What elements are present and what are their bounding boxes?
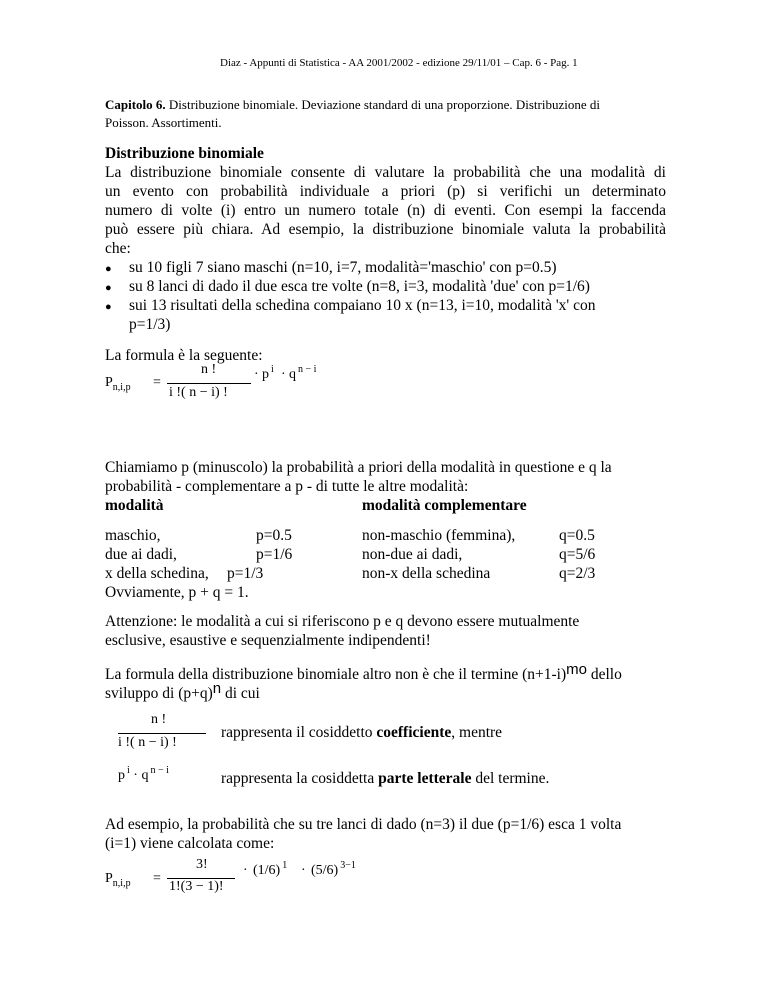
attention-line: esclusive, esaustive e sequenzialmente indipendenti! (105, 632, 431, 649)
table-row-left: x della schedina, (105, 565, 209, 582)
bullet-icon: ● (105, 282, 112, 294)
intro-line: che: (105, 240, 131, 257)
bullet-text: su 10 figli 7 siano maschi (n=10, i=7, modalità='maschio' con p=0.5) (129, 259, 557, 276)
coefficient-fraction (118, 712, 213, 752)
formula-numerator: 3! (196, 857, 208, 872)
formula-equals: = (153, 375, 161, 390)
fraction-bar (118, 733, 206, 734)
formula-dot: · (254, 367, 259, 382)
table-row-left: maschio, (105, 527, 161, 544)
formula-intro: La formula è la seguente: (105, 347, 263, 364)
formula-dot: · (281, 367, 286, 382)
table-head-right: modalità complementare (362, 497, 527, 514)
bullet-item (105, 258, 112, 279)
formula-factor1: (1/6) $^1$ (253, 860, 288, 878)
example-line: Ad esempio, la probabilità che su tre lanci di dado (n=3) il due (p=1/6) esca 1 volta (105, 816, 622, 833)
attention-line: Attenzione: le modalità a cui si riferiscono p e q devono essere mutualmente (105, 613, 580, 630)
intro-line: La distribuzione binomiale consente di valutare la probabilità che una modalità di (105, 164, 666, 181)
table-row-q: q=0.5 (559, 527, 595, 544)
table-row-p: p=1/6 (256, 546, 293, 563)
definition-line: Chiamiamo p (minuscolo) la probabilità a priori della modalità in questione e q la (105, 459, 612, 476)
term-line1: La formula della distribuzione binomiale altro non è che il termine (n+1-i)mo dello (105, 661, 622, 683)
bullet-icon: ● (105, 263, 112, 275)
chapter-label: Capitolo 6. (105, 97, 166, 112)
formula-equals: = (153, 871, 161, 886)
table-row-p: p=1/3 (227, 565, 264, 582)
table-row-q: q=2/3 (559, 565, 596, 582)
formula-denominator: i !( n − i) ! (169, 385, 228, 400)
bullet-text: su 8 lanci di dado il due esca tre volte (n=8, i=3, modalità 'due' con p=1/6) (129, 278, 590, 295)
bullet-icon: ● (105, 301, 112, 313)
formula-denominator: 1!(3 − 1)! (169, 879, 224, 894)
bullet-item (105, 277, 112, 298)
intro-line: numero di volte (i) entro un numero totale (n) di eventi. Con esempi la faccenda (105, 202, 666, 219)
intro-line: un evento con probabilità individuale a priori (p) si verifichi un determinato (105, 183, 666, 200)
bullet-text: sui 13 risultati della schedina compaiano 10 x (n=13, i=10, modalità 'x' con (129, 297, 596, 314)
formula-dot: · (301, 863, 306, 878)
formula-p: p $^i$ (262, 364, 274, 382)
literal-part: p $^i$ · q $^{n - i}$ (118, 765, 169, 783)
formula-example (105, 857, 356, 900)
chapter-heading (105, 97, 600, 113)
example-line: (i=1) viene calcolata come: (105, 835, 275, 852)
bullet-text-cont: p=1/3) (129, 316, 171, 333)
table-row-right: non-maschio (femmina), (362, 527, 516, 544)
bullet-item (105, 296, 112, 317)
section-title: Distribuzione binomiale (105, 145, 264, 162)
literal-text: rappresenta la cosiddetta parte letterale del termine. (221, 770, 550, 787)
coef-denominator: i !( n − i) ! (118, 735, 177, 750)
table-row-q: q=5/6 (559, 546, 596, 563)
formula-q: q $^{n - i}$ (289, 364, 317, 382)
table-row-left: due ai dadi, (105, 546, 177, 563)
chapter-title-line2: Poisson. Assortimenti. (105, 115, 222, 130)
formula-factor2: (5/6) $^{3-1}$ (311, 860, 356, 878)
formula-numerator: n ! (201, 362, 217, 377)
term-line2: sviluppo di (p+q)n di cui (105, 680, 260, 702)
table-footer: Ovviamente, p + q = 1. (105, 584, 249, 601)
formula-lhs: $P_{n,i,p}$ (105, 871, 131, 889)
formula-dot: · (243, 863, 248, 878)
table-head-left: modalità (105, 497, 164, 514)
coef-numerator: n ! (151, 712, 167, 727)
table-row-right: non-x della schedina (362, 565, 491, 582)
table-row-right: non-due ai dadi, (362, 546, 463, 563)
formula-binomial (105, 362, 345, 412)
table-row-p: p=0.5 (256, 527, 292, 544)
chapter-title-line1: Distribuzione binomiale. Deviazione standard di una proporzione. Distribuzione di (168, 97, 600, 112)
intro-line: può essere più chiara. Ad esempio, la distribuzione binomiale valuta la probabilità (105, 221, 666, 238)
definition-line: probabilità - complementare a p - di tutte le altre modalità: (105, 478, 469, 495)
formula-lhs: $P_{n,i,p}$ (105, 375, 131, 393)
coefficient-text: rappresenta il cosiddetto coefficiente, mentre (221, 724, 503, 741)
fraction-bar (167, 383, 251, 384)
page-header: Diaz - Appunti di Statistica - AA 2001/2002 - edizione 29/11/01 – Cap. 6 - Pag. 1 (220, 57, 578, 69)
